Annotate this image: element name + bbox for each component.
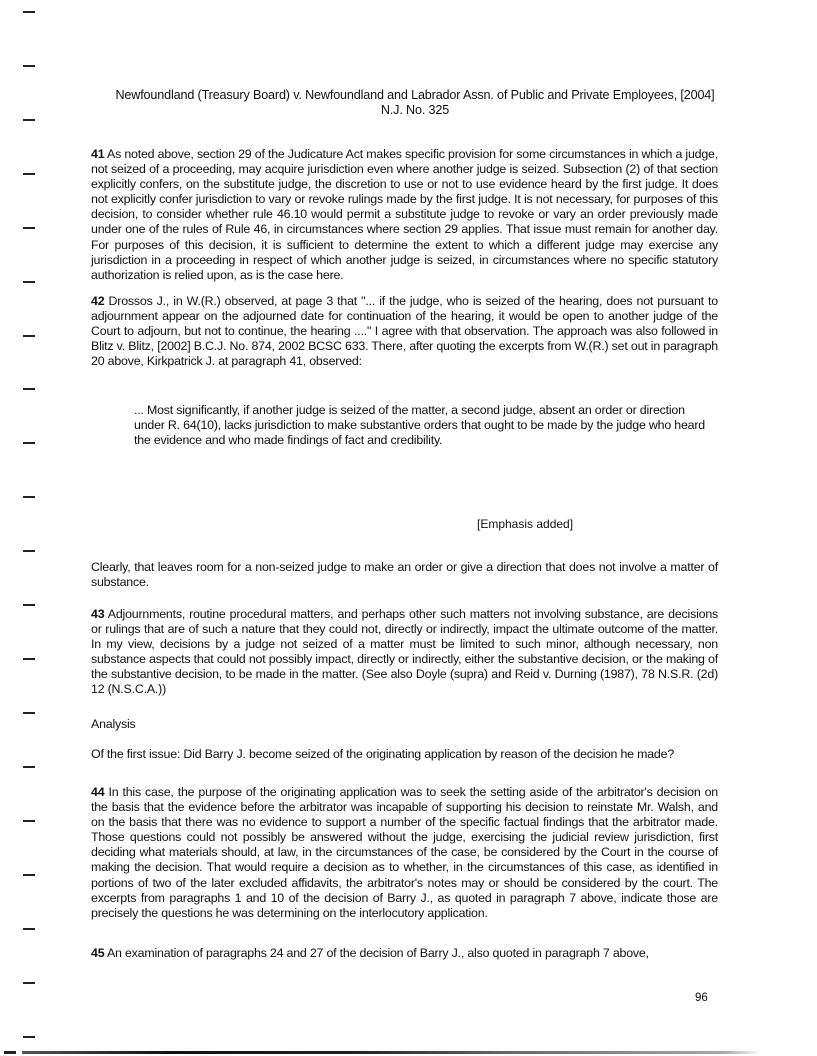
margin-mark	[23, 658, 35, 660]
paragraph-text: In this case, the purpose of the originating application was to seek the setting aside of the arbitrator's decision on the basis that the evidence before the arbitrator was incapable of supporting his decision to reinstate Mr. Walsh, and on the basis that there was no evidence to support a number of the specific factual findings that the arbitrator made. Those questions could not possibly be answered without the judge, exercising the judicial review jurisdiction, first deciding what materials should, at law, in the circumstances of the case, be considered by the Court in the course of making the decision. That would require a decision as to whether, in the circumstances of this case, as identified in portions of two of the later excluded affidavits, the arbitrator's notes may or should be considered by the court. The excerpts from paragraphs 1 and 10 of the decision of Barry J., as quoted in paragraph 7 above, indicate those are precisely the questions he was determining on the interlocutory application.	[91, 785, 718, 920]
margin-mark	[23, 65, 35, 67]
paragraph-45	[91, 946, 718, 961]
paragraph-43	[91, 607, 718, 698]
paragraph-number: 41	[91, 147, 105, 161]
margin-mark	[23, 982, 35, 984]
margin-mark	[23, 173, 35, 175]
paragraph-text: As noted above, section 29 of the Judicature Act makes specific provision for some circumstances in which a judge, not seized of a proceeding, may acquire jurisdiction even where another judge is seized. Subsection (2) of that section explicitly confers, on the substitute judge, the discretion to use or not to use evidence heard by the first judge. It does not explicitly confer jurisdiction to vary or revoke rulings made by the first judge. It is not necessary, for purposes of this decision, to consider whether rule 46.10 would permit a substitute judge to revoke or vary an order previously made under one of the rules of Rule 46, in circumstances where section 29 applies. That issue must remain for another day. For purposes of this decision, it is sufficient to determine the extent to which a different judge may exercise any jurisdiction in a proceeding in respect of which another judge is seized, in circumstances where no specific statutory authorization is relied upon, as is the case here.	[91, 147, 718, 282]
paragraph-41	[91, 147, 718, 283]
margin-mark	[23, 335, 35, 337]
margin-mark	[23, 928, 35, 930]
paragraph-number: 44	[91, 785, 105, 799]
margin-mark	[23, 874, 35, 876]
case-citation-header	[90, 88, 740, 118]
page-number: 96	[695, 992, 708, 1004]
paragraph-number: 43	[91, 607, 105, 621]
margin-mark	[23, 550, 35, 552]
margin-mark	[23, 388, 35, 390]
margin-mark	[23, 820, 35, 822]
margin-mark	[23, 227, 35, 229]
margin-mark	[23, 712, 35, 714]
after-quote-text: Clearly, that leaves room for a non-seized judge to make an order or give a direction that does not involve a matter of substance.	[91, 560, 718, 590]
section-heading: Analysis	[91, 717, 136, 731]
emphasis-note: [Emphasis added]	[477, 517, 574, 531]
paragraph-text: Drossos J., in W.(R.) observed, at page 3 that "... if the judge, who is seized of the hearing, does not pursuant to adjournment appear on the adjourned date for continuation of the hearing, it would be open to another judge of the Court to adjourn, but not to continue, the hearing ...." I agree with that observation. The approach was also followed in Blitz v. Blitz, [2002] B.C.J. No. 874, 2002 BCSC 633. There, after quoting the excerpts from W.(R.) set out in paragraph 20 above, Kirkpatrick J. at paragraph 41, observed:	[91, 294, 718, 369]
paragraph-44	[91, 785, 718, 921]
margin-mark	[23, 496, 35, 498]
block-quote: ... Most significantly, if another judge is seized of the matter, a second judge, absent an order or direction under R. 64(10), lacks jurisdiction to make substantive orders that ought to be made by the judge who heard the evidence and who made findings of fact and credibility.	[134, 403, 705, 448]
scan-edge-mark	[4, 1051, 16, 1054]
case-citation: N.J. No. 325	[380, 103, 450, 117]
paragraph-42	[91, 294, 718, 369]
margin-mark	[23, 281, 35, 283]
margin-mark	[23, 442, 35, 444]
case-title: Newfoundland (Treasury Board) v. Newfoundland and Labrador Assn. of Public and Private Employees, [2004]	[115, 88, 715, 102]
margin-mark	[23, 766, 35, 768]
paragraph-number: 42	[91, 294, 105, 308]
paragraph-text: An examination of paragraphs 24 and 27 of the decision of Barry J., also quoted in paragraph 7 above,	[106, 946, 649, 960]
margin-mark	[23, 604, 35, 606]
margin-mark	[23, 11, 35, 13]
margin-mark	[23, 1036, 35, 1038]
issue-question: Of the first issue: Did Barry J. become seized of the originating application by reason of the decision he made?	[91, 747, 675, 761]
paragraph-text: Adjournments, routine procedural matters, and perhaps other such matters not involving substance, are decisions or rulings that are of such a nature that they could not, directly or indirectly, impact the ultimate outcome of the matter. In my view, decisions by a judge not seized of a matter must be limited to such minor, although necessary, non substance aspects that could not possibly impact, directly or indirectly, either the substantive decision, or the making of the substantive decision, to be made in the matter. (See also Doyle (supra) and Reid v. Durning (1987), 78 N.S.R. (2d) 12 (N.S.C.A.))	[91, 607, 719, 697]
scan-bottom-rule	[22, 1051, 762, 1054]
paragraph-number: 45	[91, 946, 105, 960]
margin-mark	[23, 119, 35, 121]
